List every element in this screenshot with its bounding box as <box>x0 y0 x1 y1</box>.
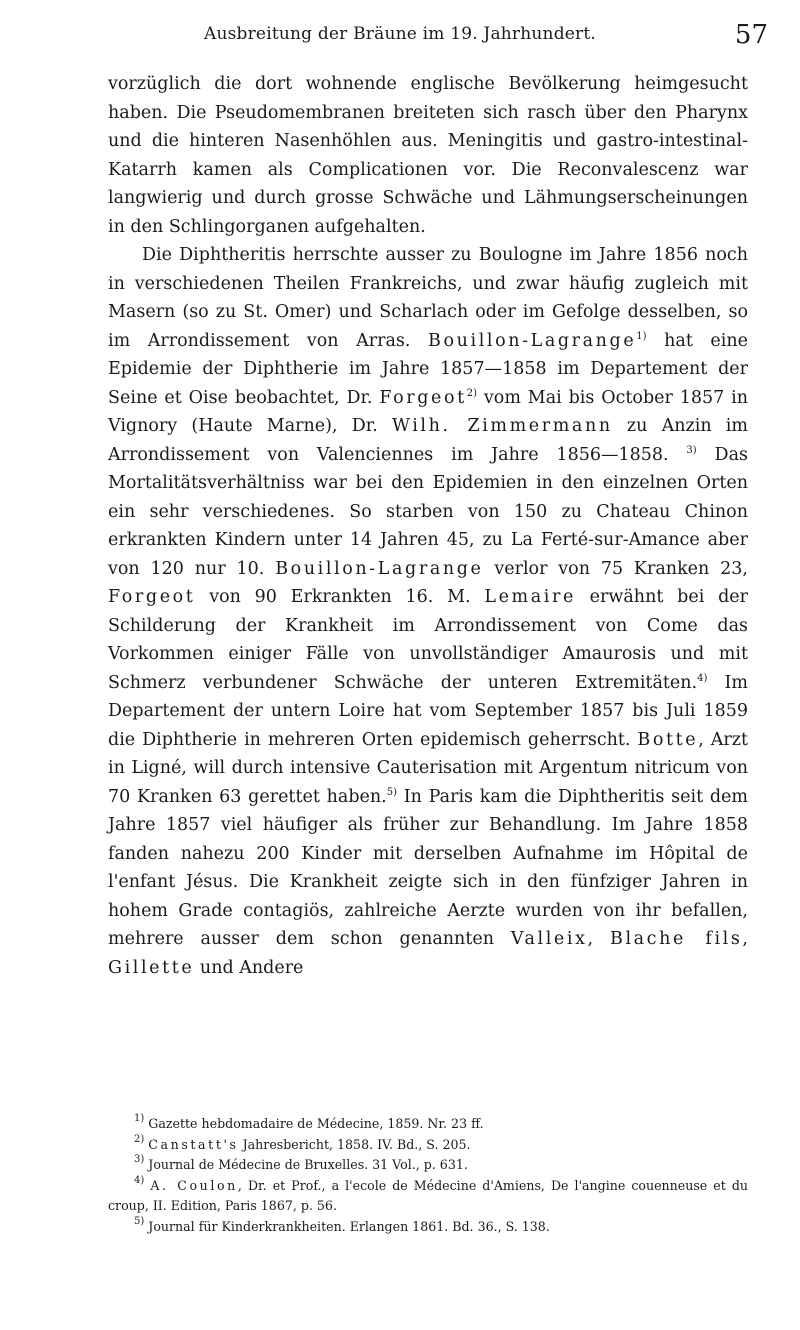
text-run: , <box>742 929 748 949</box>
author-name: Forgeot <box>379 387 467 408</box>
author-name: Bouillon-Lagrange <box>275 558 484 579</box>
text-run: , Arzt in Ligné, will durch intensive Cauterisation mit Argentum nitricum von 70 Kranken 63 gerettet haben. <box>108 729 748 807</box>
author-name: Forgeot <box>108 587 196 607</box>
footnote-text: Gazette hebdomadaire de Médecine, 1859. Nr. 23 ff. <box>148 1116 484 1131</box>
author-name: Blache fils <box>609 929 743 949</box>
footnote-4 <box>108 1176 748 1217</box>
text-run: und Andere <box>194 957 304 978</box>
text-run: , <box>587 929 610 949</box>
text-run: erwähnt bei der Schilderung der Krankheit im Arrondissement von Come das Vorkommen einiger Fälle von unvollständiger Amaurosis und mit Schmerz verbundener Schwäche der unteren Extremitäten. <box>108 587 748 693</box>
author-name: Bouillon-Lagrange <box>428 330 637 351</box>
main-text <box>108 70 748 982</box>
author-name: Gillette <box>108 957 195 978</box>
page-header <box>0 20 800 60</box>
footnote-text: , Dr. et Prof., a l'ecole de Médecine d'Amiens, De l'angine couenneuse et du croup, II. Edition, Paris 1867, p. 56. <box>108 1177 748 1213</box>
paragraph-1: vorzüglich die dort wohnende englische Bevölkerung heimgesucht haben. Die Pseudomembranen breiteten sich rasch über den Pharynx und die hinteren Nasenhöhlen aus. Meningitis und gastro-intestinal-Katarrh kamen als Complicationen vor. Die Reconvalescenz war langwierig und durch grosse Schwäche und Lähmungserscheinungen in den Schlingorganen aufgehalten. <box>108 74 748 237</box>
footnote-text: Journal für Kinderkrankheiten. Erlangen 1861. Bd. 36., S. 138. <box>148 1218 550 1234</box>
footnote-3 <box>108 1155 748 1176</box>
footnote-mark: 3) <box>134 1154 145 1165</box>
footnote-ref: 4) <box>697 672 708 684</box>
text-run: vom Mai bis October 1857 in Vignory (Haute Marne), Dr. <box>108 387 748 436</box>
footnote-ref: 1) <box>636 330 647 342</box>
author-name: Wilh. Zimmermann <box>391 416 613 436</box>
text-run: von 90 Erkrankten 16. M. <box>195 587 485 607</box>
text-run: In Paris kam die Diphtheritis seit dem Jahre 1857 viel häufiger als früher zur Behandlung. Im Jahre 1858 fanden nahezu 200 Kinder mit derselben Aufnahme im Hôpital de l'enfant Jésus. Die Krankheit zeigte sich in den fünfziger Jahren in hohem Grade contagiös, zahlreiche Aerzte wurden von ihr befallen, mehrere ausser dem schon genannten <box>108 786 749 949</box>
footnotes <box>108 1114 748 1237</box>
footnote-mark: 5) <box>134 1215 145 1227</box>
footnote-text: Journal de Médecine de Bruxelles. 31 Vol., p. 631. <box>148 1157 468 1172</box>
text-run: verlor von 75 Kranken 23, <box>483 558 748 579</box>
author-name: Canstatt's <box>148 1136 239 1152</box>
paragraph-2 <box>108 241 748 982</box>
footnote-mark: 4) <box>134 1174 145 1186</box>
text-run: Im Departement der untern Loire hat vom September 1857 bis Juli 1859 die Diphtherie in mehreren Orten epidemisch geherrscht. <box>108 672 748 750</box>
author-name: Lemaire <box>484 587 576 607</box>
running-title: Ausbreitung der Bräune im 19. Jahrhundert. <box>203 24 597 44</box>
text-run: zu Anzin im Arrondissement von Valenciennes im Jahre 1856—1858. <box>108 416 748 465</box>
author-name: Valleix <box>510 929 588 949</box>
footnote-2 <box>108 1135 748 1156</box>
page-number: 57 <box>734 20 768 50</box>
footnote-ref: 5) <box>386 786 397 798</box>
footnote-text: Jahresbericht, 1858. IV. Bd., S. 205. <box>238 1136 471 1152</box>
footnote-ref: 2) <box>466 387 478 399</box>
footnote-mark: 1) <box>134 1113 145 1124</box>
text-run: hat eine Epidemie der Diphtherie im Jahre 1857—1858 im Departement der Seine et Oise beobachtet, Dr. <box>108 330 748 408</box>
author-name: Botte <box>637 729 699 750</box>
text-run: Das Mortalitätsverhältniss war bei den Epidemien in den einzelnen Orten ein sehr verschiedenes. So starben von 150 zu Chateau Chinon erkrankten Kindern unter 14 Jahren 45, zu La Ferté-sur-Amance aber von 120 nur 10. <box>108 444 748 579</box>
footnote-1 <box>108 1114 748 1135</box>
footnote-mark: 2) <box>134 1133 145 1145</box>
footnote-ref: 3) <box>686 444 697 456</box>
footnote-5 <box>108 1217 748 1238</box>
text-run: Die Diphtheritis herrschte ausser zu Boulogne im Jahre 1856 noch in verschiedenen Theilen Frankreichs, und zwar häufig zugleich mit Masern (so zu St. Omer) und Scharlach oder im Gefolge desselben, so im Arrondissement von Arras. <box>108 245 748 351</box>
author-name: A. Coulon <box>150 1177 238 1193</box>
